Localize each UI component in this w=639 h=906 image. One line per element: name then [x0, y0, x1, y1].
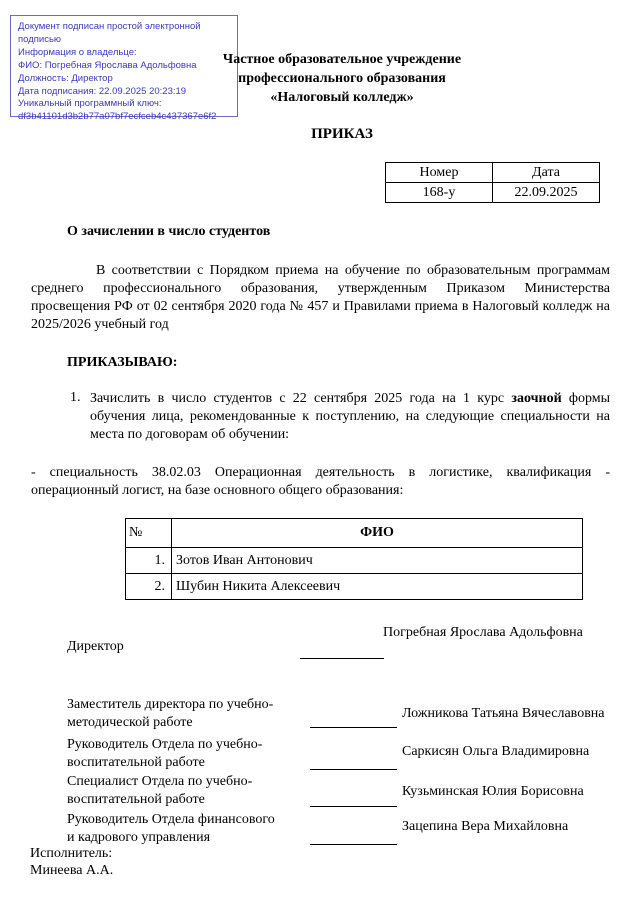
students-name-header: ФИО: [172, 519, 583, 548]
stamp-line: Документ подписан простой электронной подписью: [18, 21, 201, 45]
signature-name: Ложникова Татьяна Вячеславовна: [402, 706, 605, 721]
signature-line: [310, 806, 397, 807]
org-name-line: «Налоговый колледж»: [270, 90, 414, 105]
director-signature-title: Директор: [67, 639, 124, 654]
order-number-table: [385, 162, 600, 203]
item1-text-post: формы обучения лица, рекомендованные к поступлению, на следующие специальности на места по договорам об обучении:: [90, 391, 611, 442]
table-row: [126, 548, 583, 574]
director-signature-name: Погребная Ярослава Адольфовна: [383, 625, 583, 640]
intro-paragraph: В соответствии с Порядком приема на обучение по образовательным программам среднего профессионального образования, утвержденным Приказом Министерства просвещения РФ от 02 сентября 2020 года № 457 и Правилами приема в Налоговый колледж на 2025/2026 учебный год: [31, 263, 610, 332]
order-table-value-row: [386, 183, 600, 203]
signature-title: Специалист Отдела по учебно- воспитательной работе: [67, 774, 253, 807]
item1-text-pre: Зачислить в число студентов с 22 сентября 2025 года на 1 курс: [90, 391, 512, 406]
stamp-line: Уникальный программный ключ:: [18, 98, 162, 110]
signature-name: Кузьминская Юлия Борисовна: [402, 784, 584, 799]
organization-header: [45, 50, 639, 107]
resolution-heading: ПРИКАЗЫВАЮ:: [67, 355, 178, 370]
org-name-line: Частное образовательное учреждение: [222, 52, 462, 67]
specialty-paragraph: - специальность 38.02.03 Операционная деятельность в логистике, квалификация - операционный логист, на базе основного общего образования:: [31, 465, 610, 498]
students-table-header-row: [126, 519, 583, 548]
order-subject: О зачислении в число студентов: [67, 224, 271, 239]
stamp-line: Должность: Директор: [18, 72, 113, 84]
signature-title: Руководитель Отдела финансового и кадрового управления: [67, 812, 275, 845]
signature-line: [310, 769, 397, 770]
order-number-value: 168-у: [386, 183, 493, 203]
signature-line: [300, 658, 384, 659]
order-number-header: Номер: [386, 163, 493, 183]
stamp-line: ФИО: Погребная Ярослава Адольфовна: [18, 59, 197, 71]
stamp-line: Информация о владельце:: [18, 46, 137, 58]
table-row: [126, 574, 583, 600]
stamp-key: df3b41101d3b2b77a07bf7ecfceb4c437367e6f2: [18, 111, 217, 123]
signature-name: Зацепина Вера Михайловна: [402, 819, 569, 834]
signature-title: Заместитель директора по учебно- методической работе: [67, 697, 274, 730]
executor-name: Минеева А.А.: [30, 863, 114, 878]
stamp-line: Дата подписания: 22.09.2025 20:23:19: [18, 85, 187, 97]
order-date-value: 22.09.2025: [493, 183, 600, 203]
org-name-line: профессионального образования: [238, 71, 446, 86]
order-table-header-row: [386, 163, 600, 183]
signature-title: Руководитель Отдела по учебно- воспитательной работе: [67, 737, 263, 770]
list-item-number: 1.: [70, 390, 81, 405]
student-row-number: 1.: [126, 548, 172, 574]
order-date-header: Дата: [493, 163, 600, 183]
students-table: [125, 518, 583, 600]
student-row-number: 2.: [126, 574, 172, 600]
students-num-header: №: [126, 519, 172, 548]
document-type-title: ПРИКАЗ: [311, 126, 373, 142]
signature-line: [310, 844, 397, 845]
executor-label: Исполнитель:: [30, 846, 113, 861]
student-name: Зотов Иван Антонович: [172, 548, 583, 574]
list-item-text: [90, 390, 610, 444]
student-name: Шубин Никита Алексеевич: [172, 574, 583, 600]
item1-text-bold: заочной: [511, 391, 562, 406]
signature-line: [310, 727, 397, 728]
signature-name: Саркисян Ольга Владимировна: [402, 744, 590, 759]
